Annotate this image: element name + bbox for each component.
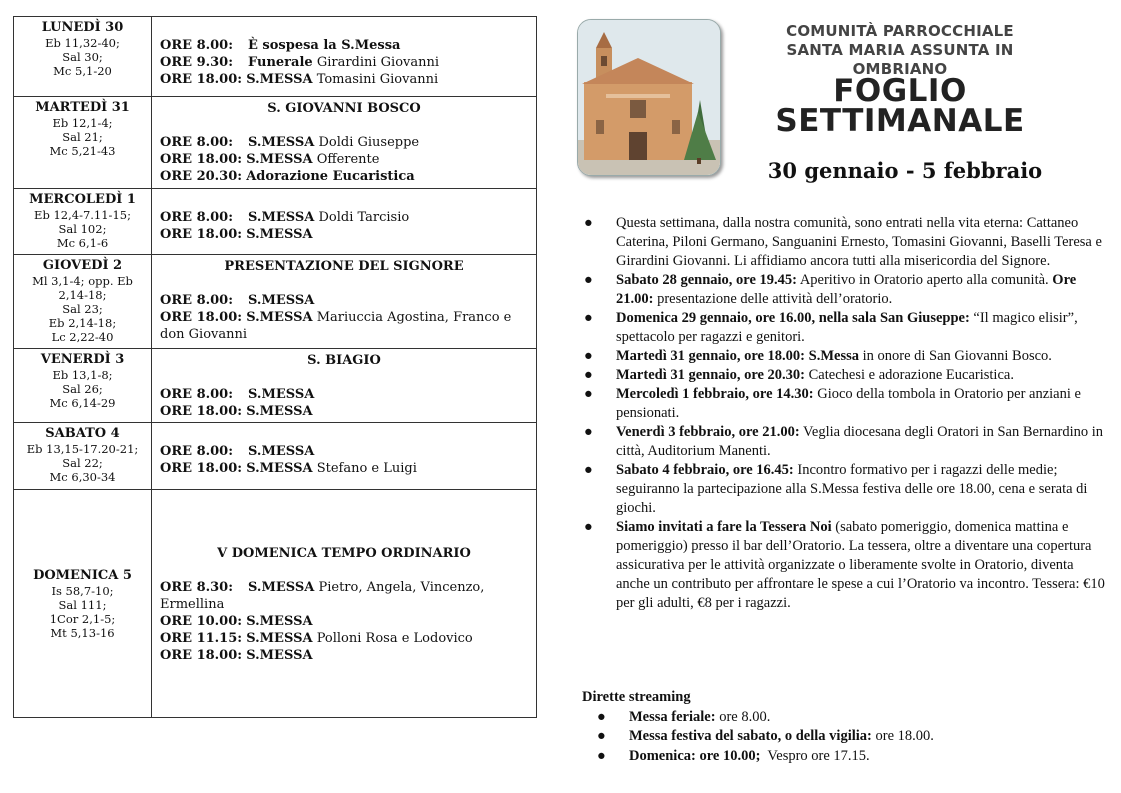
bullet-icon: ● — [584, 348, 593, 364]
spacer — [160, 192, 528, 209]
day-name: MARTEDÌ 31 — [35, 100, 130, 115]
schedule-row — [14, 17, 537, 97]
mass-time: ORE 18.00: — [160, 152, 243, 167]
announcement-text: (sabato pomeriggio, domenica mattina e pomeriggio) presso il bar dell’Oratorio. La tessera, oltre a diventare una copertura assicurativa per le attività organizzate o liberamente svolte in Oratorio, diventa anche un contributo per affrontare le spese a cui l’Oratorio va incontro. Tessera: €10 per gli adulti, €8 per i ragazzi. — [616, 519, 1105, 611]
streaming-time: ore 18.00. — [871, 728, 934, 744]
mass-entry — [160, 630, 528, 647]
mass-label: S.MESSA — [248, 387, 315, 402]
feast-title: S. GIOVANNI BOSCO — [267, 101, 421, 116]
announcement-item — [582, 347, 1106, 366]
day-cell — [14, 349, 152, 423]
mass-time: ORE 8.00: — [160, 135, 234, 150]
mass-entry — [160, 37, 528, 54]
day-name: DOMENICA 5 — [33, 568, 132, 583]
mass-entry — [160, 460, 528, 477]
masses-cell — [152, 97, 537, 189]
bulletin-title-line-2: SETTIMANALE — [775, 103, 1025, 139]
mass-time: ORE 8.00: — [160, 387, 234, 402]
reading-ref: Sal 21; — [62, 130, 103, 144]
mass-entry — [160, 403, 528, 420]
mass-time: ORE 8.00: — [160, 293, 234, 308]
weekly-schedule-table — [13, 16, 537, 718]
spacer — [160, 20, 528, 37]
streaming-title: Dirette streaming — [582, 689, 691, 705]
mass-label: S.MESSA — [246, 461, 313, 476]
reading-ref: Ml 3,1-4; opp. Eb — [32, 274, 133, 288]
reading-ref: 2,14-18; — [58, 288, 107, 302]
mass-time: ORE 9.30: — [160, 55, 234, 70]
mass-entry — [160, 54, 528, 71]
mass-label: S.MESSA — [246, 613, 313, 629]
schedule-row — [14, 189, 537, 255]
day-cell — [14, 255, 152, 349]
mass-entry — [160, 309, 528, 343]
mass-label: S.MESSA — [248, 444, 315, 459]
reading-ref: Sal 23; — [62, 302, 103, 316]
parish-name — [746, 22, 1054, 79]
mass-entry — [160, 579, 528, 613]
mass-time: ORE 11.15: — [160, 630, 243, 646]
schedule-row — [14, 97, 537, 189]
mass-time: ORE 10.00: — [160, 613, 243, 629]
mass-time: ORE 8.30: — [160, 579, 234, 595]
mass-time: ORE 18.00: — [160, 647, 243, 663]
bullet-icon: ● — [584, 386, 593, 402]
feast-title: PRESENTAZIONE DEL SIGNORE — [224, 259, 464, 274]
mass-label: S.MESSA — [246, 72, 313, 87]
mass-time: ORE 8.00: — [160, 210, 234, 225]
mass-label: S.MESSA — [246, 630, 313, 646]
announcement-text: “Il magico elisir”, spettacolo per ragazzi e genitori. — [616, 310, 1078, 345]
day-name: MERCOLEDÌ 1 — [29, 192, 136, 207]
streaming-label: Messa feriale: — [629, 708, 716, 725]
mass-label: S.MESSA — [246, 647, 313, 663]
mass-time: ORE 18.00: — [160, 72, 243, 87]
reading-ref: Eb 12,4-7.11-15; — [34, 208, 131, 222]
announcement-heading: Sabato 4 febbraio, ore 16.45: — [616, 462, 794, 478]
announcement-text: Veglia diocesana degli Oratori in San Bernardino in città, Auditorium Manenti. — [616, 424, 1104, 459]
reading-ref: Sal 111; — [58, 598, 107, 612]
feast-title: S. BIAGIO — [307, 353, 381, 368]
mass-time: ORE 20.30: — [160, 169, 243, 184]
mass-label: S.MESSA — [246, 152, 313, 167]
announcement-heading: Venerdì 3 febbraio, ore 21.00: — [616, 424, 800, 440]
reading-ref: Mc 5,1-20 — [53, 64, 112, 78]
announcement-heading: Ore 21.00: — [616, 272, 1077, 307]
announcement-text: Questa settimana, dalla nostra comunità, sono entrati nella vita eterna: Cattaneo Caterina, Piloni Germano, Sanguanini Ernesto, Tomasini Giovanni, Baselli Teresa e Girardini Giovanni. Li affidiamo ancora tutti alla misericordia del Signore. — [616, 215, 1102, 269]
announcement-text: in onore di San Giovanni Bosco. — [858, 348, 1052, 364]
mass-time: ORE 18.00: — [160, 461, 243, 476]
announcement-item — [582, 385, 1106, 423]
day-name: LUNEDÌ 30 — [41, 20, 124, 35]
bullet-icon: ● — [584, 215, 593, 231]
announcement-heading: Domenica 29 gennaio, ore 16.00, nella sala San Giuseppe: — [616, 310, 970, 326]
announcement-heading: Martedì 31 gennaio, ore 18.00: S.Messa — [616, 348, 859, 364]
mass-time: ORE 18.00: — [160, 310, 243, 325]
announcement-item — [582, 423, 1106, 461]
mass-label: S.MESSA — [248, 210, 315, 225]
announcement-item — [582, 461, 1106, 518]
mass-label: S.MESSA — [248, 135, 315, 150]
church-photo — [577, 19, 721, 176]
bullet-icon: ● — [597, 747, 606, 764]
mass-entry — [160, 647, 528, 664]
masses-cell — [152, 17, 537, 97]
day-cell — [14, 97, 152, 189]
reading-ref: Lc 2,22-40 — [51, 330, 114, 344]
schedule-row — [14, 255, 537, 349]
bulletin-title — [746, 73, 1054, 139]
mass-intention: Polloni Rosa e Lodovico — [316, 630, 473, 646]
reading-ref: Is 58,7-10; — [51, 584, 114, 598]
streaming-item — [582, 727, 1106, 747]
reading-ref: Mc 6,30-34 — [49, 470, 116, 484]
mass-label: Funerale — [248, 55, 313, 70]
mass-entry — [160, 386, 528, 403]
mass-label: È sospesa la S.Messa — [248, 38, 401, 53]
reading-ref: Mt 5,13-16 — [50, 626, 115, 640]
mass-label: S.MESSA — [246, 310, 313, 325]
day-name: GIOVEDÌ 2 — [42, 258, 123, 273]
announcement-item — [582, 271, 1106, 309]
mass-entry — [160, 226, 528, 243]
reading-ref: Sal 102; — [58, 222, 107, 236]
announcement-item — [582, 366, 1106, 385]
mass-label: S.MESSA — [246, 404, 313, 419]
streaming-time: ore 8.00. — [715, 708, 771, 725]
bullet-icon: ● — [584, 272, 593, 288]
mass-label: S.MESSA — [248, 579, 315, 595]
mass-time: ORE 18.00: — [160, 227, 243, 242]
masses-cell — [152, 423, 537, 490]
day-cell — [14, 189, 152, 255]
mass-intention: Girardini Giovanni — [316, 55, 440, 70]
bullet-icon: ● — [597, 708, 606, 725]
reading-ref: Sal 26; — [62, 382, 103, 396]
parish-line-2: SANTA MARIA ASSUNTA IN OMBRIANO — [786, 41, 1014, 78]
masses-cell — [152, 349, 537, 423]
mass-intention: Doldi Tarcisio — [318, 210, 410, 225]
streaming-item — [582, 747, 1106, 767]
reading-ref: Eb 11,32-40; — [45, 36, 120, 50]
bullet-icon: ● — [584, 462, 593, 478]
spacer — [160, 426, 528, 443]
announcement-item — [582, 518, 1106, 613]
mass-entry — [160, 613, 528, 630]
day-cell — [14, 423, 152, 490]
day-name: SABATO 4 — [45, 426, 120, 441]
streaming-section — [582, 688, 1106, 766]
streaming-item — [582, 708, 1106, 728]
parish-line-1: COMUNITÀ PARROCCHIALE — [786, 22, 1014, 40]
reading-ref: Eb 2,14-18; — [48, 316, 117, 330]
mass-intention: Doldi Giuseppe — [318, 135, 420, 150]
streaming-time: Vespro ore 17.15. — [760, 747, 870, 764]
announcement-text: Incontro formativo per i ragazzi delle medie; seguiranno la partecipazione alla S.Messa festiva delle ore 18.00, cena e serata di giochi. — [616, 462, 1088, 516]
church-illustration — [578, 20, 720, 175]
mass-time: ORE 8.00: — [160, 38, 234, 53]
day-name: VENERDÌ 3 — [40, 352, 125, 367]
reading-ref: Mc 6,1-6 — [56, 236, 109, 250]
mass-entry — [160, 209, 528, 226]
reading-ref: Sal 30; — [62, 50, 103, 64]
day-cell — [14, 490, 152, 718]
mass-intention: Stefano e Luigi — [316, 461, 417, 476]
announcement-item — [582, 214, 1106, 271]
mass-entry — [160, 292, 528, 309]
bullet-icon: ● — [584, 519, 593, 535]
announcement-heading: Sabato 28 gennaio, ore 19.45: — [616, 272, 797, 288]
streaming-list — [582, 708, 1106, 767]
mass-label: S.MESSA — [248, 293, 315, 308]
mass-intention: Mariuccia Agostina, Franco e don Giovanni — [160, 310, 512, 342]
mass-time: ORE 18.00: — [160, 404, 243, 419]
mass-entry — [160, 443, 528, 460]
schedule-row — [14, 423, 537, 490]
announcement-text: Aperitivo in Oratorio aperto alla comunità. — [797, 272, 1049, 288]
mass-entry — [160, 134, 528, 151]
announcement-text: presentazione delle attività dell’oratorio. — [653, 291, 893, 307]
streaming-label: Domenica: ore 10.00; — [629, 747, 761, 764]
reading-ref: Eb 12,1-4; — [52, 116, 113, 130]
announcements-list — [582, 214, 1106, 613]
bullet-icon: ● — [584, 424, 593, 440]
announcement-heading: Martedì 31 gennaio, ore 20.30: — [616, 367, 806, 383]
announcement-text: Catechesi e adorazione Eucaristica. — [805, 367, 1014, 383]
reading-ref: Mc 6,14-29 — [49, 396, 116, 410]
mass-entry — [160, 71, 528, 88]
bullet-icon: ● — [584, 367, 593, 383]
reading-ref: Sal 22; — [62, 456, 103, 470]
announcement-heading: Siamo invitati a fare la Tessera Noi — [616, 519, 832, 535]
masses-cell — [152, 490, 537, 718]
mass-entry — [160, 168, 528, 185]
day-cell — [14, 17, 152, 97]
reading-ref: Eb 13,1-8; — [52, 368, 113, 382]
reading-ref: Mc 5,21-43 — [49, 144, 116, 158]
mass-label: Adorazione Eucaristica — [246, 169, 415, 184]
masses-cell — [152, 189, 537, 255]
week-dates: 30 gennaio - 5 febbraio — [767, 158, 1043, 183]
bullet-icon: ● — [597, 728, 606, 744]
announcement-item — [582, 309, 1106, 347]
announcement-heading: Mercoledì 1 febbraio, ore 14.30: — [616, 386, 814, 402]
mass-intention: Pietro, Angela, Vincenzo, Ermellina — [160, 579, 485, 612]
bullet-icon: ● — [584, 310, 593, 326]
mass-intention: Offerente — [316, 152, 380, 167]
schedule-row — [14, 349, 537, 423]
announcement-text: Gioco della tombola in Oratorio per anziani e pensionati. — [616, 386, 1081, 421]
mass-intention: Tomasini Giovanni — [316, 72, 439, 87]
reading-ref: Eb 13,15-17.20-21; — [26, 442, 139, 456]
reading-ref: 1Cor 2,1-5; — [49, 612, 116, 626]
schedule-row — [14, 490, 537, 718]
mass-time: ORE 8.00: — [160, 444, 234, 459]
bulletin-title-line-1: FOGLIO — [833, 73, 967, 109]
mass-entry — [160, 151, 528, 168]
mass-label: S.MESSA — [246, 227, 313, 242]
feast-title: V DOMENICA TEMPO ORDINARIO — [217, 545, 471, 561]
streaming-label: Messa festiva del sabato, o della vigilia: — [629, 728, 872, 744]
masses-cell — [152, 255, 537, 349]
